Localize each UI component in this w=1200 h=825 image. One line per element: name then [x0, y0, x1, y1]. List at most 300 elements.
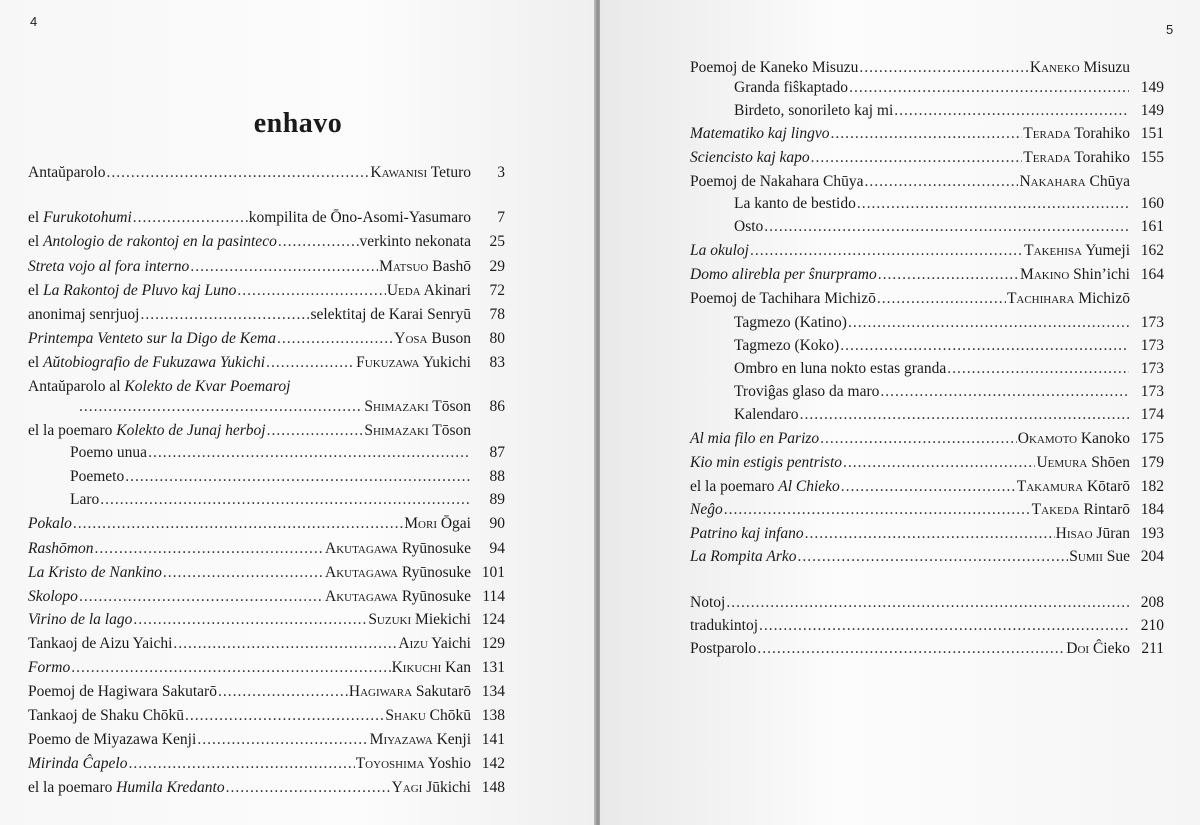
- dot-leader: [73, 514, 403, 534]
- entry-page-number: 78: [489, 306, 505, 323]
- entry-author: [1024, 241, 1130, 261]
- toc-entry: [28, 421, 505, 441]
- entry-author: [360, 232, 471, 252]
- entry-title: [28, 587, 78, 607]
- toc-entry: [690, 148, 1164, 168]
- entry-title-text: tradukintoj: [690, 617, 759, 634]
- dot-leader: [849, 78, 1129, 98]
- author-surname: Takeda: [1031, 501, 1080, 518]
- author-surname: Aizu: [398, 635, 428, 652]
- entry-title: [690, 477, 840, 497]
- entry-page-number: 149: [1140, 79, 1164, 96]
- entry-title-italic: Skolopo: [28, 588, 78, 605]
- toc-entry: [690, 500, 1164, 520]
- toc-entry: [734, 101, 1164, 121]
- author-given-name: Chōkū: [425, 707, 471, 724]
- entry-title: [690, 148, 810, 168]
- entry-title-italic: Kolekto de Junaj herboj: [116, 422, 266, 439]
- entry-page-number: 208: [1140, 594, 1164, 611]
- author-given-name: Tōson: [428, 422, 471, 439]
- toc-entry: [690, 265, 1164, 285]
- entry-page-number: 90: [489, 515, 505, 532]
- left-page: [0, 0, 596, 825]
- author-surname: Shaku: [385, 707, 426, 724]
- toc-entry: [690, 547, 1164, 567]
- entry-author: [1030, 58, 1130, 78]
- entry-page-number: 3: [497, 164, 505, 181]
- author-surname: Kaneko: [1029, 59, 1080, 76]
- author-surname: Terada: [1023, 149, 1071, 166]
- entry-title-italic: Aŭtobiografio de Fukuzawa Yukichi: [43, 354, 266, 371]
- author-given-name: Torahiko: [1070, 125, 1130, 142]
- entry-title-text: Tankaoj de Shaku Chōkū: [28, 707, 185, 724]
- entry-page-number: 162: [1140, 242, 1164, 259]
- entry-author: [1007, 289, 1130, 309]
- entry-title-text: Poemoj de Tachihara Michizō: [690, 290, 876, 307]
- entry-author: [394, 329, 471, 349]
- entry-page-number: 101: [481, 564, 505, 581]
- entry-page-number: 86: [489, 398, 505, 415]
- author-given-name: Chūya: [1085, 173, 1130, 190]
- entry-title: [690, 547, 797, 567]
- dot-leader: [163, 563, 324, 583]
- entry-title-italic: Printempa Venteto sur la Digo de Kema: [28, 330, 276, 347]
- entry-title-text: el: [28, 354, 44, 371]
- author-given-name: Akinari: [420, 282, 471, 299]
- entry-title: [28, 610, 132, 630]
- toc-entry: [70, 490, 505, 510]
- entry-title: [690, 524, 804, 544]
- toc-entry: [28, 539, 505, 559]
- entry-title: [28, 353, 265, 373]
- entry-title: [28, 778, 225, 798]
- entry-author: [1019, 172, 1130, 192]
- dot-leader: [864, 172, 1018, 192]
- author-given-name: Misuzu: [1079, 59, 1130, 76]
- entry-page-number: 87: [489, 444, 505, 461]
- entry-title-italic: La Rompita Arko: [690, 548, 797, 565]
- dot-leader: [759, 616, 1129, 636]
- entry-page-number: 141: [481, 731, 505, 748]
- entry-title: [28, 232, 277, 252]
- author-surname: Hisao: [1055, 525, 1093, 542]
- toc-entry: [28, 682, 505, 702]
- entry-title: [734, 382, 879, 402]
- entry-author: [1036, 453, 1130, 473]
- dot-leader: [128, 754, 354, 774]
- entry-title: [734, 336, 839, 356]
- entry-author: [325, 587, 471, 607]
- entry-title-text: Ombro en luna nokto estas granda: [734, 360, 947, 377]
- toc-entry: [690, 241, 1164, 261]
- author-given-name: Buson: [427, 330, 471, 347]
- author-surname: Takamura: [1016, 478, 1084, 495]
- author-given-name: selektitaj de Karai Senryū: [310, 306, 471, 323]
- author-given-name: Yukichi: [419, 354, 471, 371]
- entry-title-text: anonimaj senrjuoj: [28, 306, 140, 323]
- entry-title-italic: Al mia filo en Parizo: [690, 430, 820, 447]
- entry-title-italic: La okuloj: [690, 242, 749, 259]
- entry-page-number: 173: [1140, 360, 1164, 377]
- entry-page-number: 131: [481, 659, 505, 676]
- dot-leader: [841, 477, 1016, 497]
- author-surname: Hagiwara: [348, 683, 413, 700]
- toc-entry: [28, 281, 505, 301]
- toc-heading: enhavo: [253, 108, 343, 139]
- author-given-name: Ryūnosuke: [397, 588, 471, 605]
- entry-title: [690, 593, 725, 613]
- author-given-name: Jūkichi: [422, 779, 471, 796]
- author-surname: Tachihara: [1006, 290, 1075, 307]
- entry-page-number: 184: [1140, 501, 1164, 518]
- entry-page-number: 94: [489, 540, 505, 557]
- entry-page-number: 173: [1140, 314, 1164, 331]
- entry-title-italic: La Rakontoj de Pluvo kaj Luno: [43, 282, 237, 299]
- author-surname: Makino: [1020, 266, 1070, 283]
- author-given-name: Kenji: [432, 731, 471, 748]
- entry-title-text: Laro: [70, 491, 100, 508]
- dot-leader: [857, 194, 1129, 214]
- entry-page-number: 210: [1140, 617, 1164, 634]
- author-given-name: Yoshio: [424, 755, 471, 772]
- entry-title: [28, 706, 184, 726]
- author-given-name: Teturo: [427, 164, 471, 181]
- entry-title-italic: Kio min estigis pentristo: [690, 454, 842, 471]
- dot-leader: [125, 467, 470, 487]
- entry-page-number: 83: [489, 354, 505, 371]
- toc-entry: [70, 467, 505, 487]
- dot-leader: [878, 265, 1019, 285]
- toc-entry: [734, 194, 1164, 214]
- author-surname: Shimazaki: [364, 398, 429, 415]
- toc-entry: [734, 359, 1164, 379]
- toc-entry: [28, 754, 505, 774]
- entry-title: [28, 634, 172, 654]
- entry-title-text: Granda fiŝkaptado: [734, 79, 849, 96]
- entry-page-number: 179: [1140, 454, 1164, 471]
- entry-author: [1018, 429, 1130, 449]
- entry-title: [690, 500, 723, 520]
- dot-leader: [266, 353, 355, 373]
- entry-title-text: Troviĝas glaso da maro: [734, 383, 880, 400]
- entry-title-text: Notoj: [690, 594, 726, 611]
- toc-entry: [28, 563, 505, 583]
- author-given-name: Miekichi: [411, 611, 471, 628]
- entry-title-text: Birdeto, sonorileto kaj mi: [734, 102, 894, 119]
- entry-title-text: Antaŭparolo: [28, 164, 106, 181]
- entry-title: [28, 305, 140, 325]
- toc-entry: [690, 58, 1164, 78]
- page-number: 4: [30, 14, 38, 29]
- toc-entry: [690, 172, 1164, 192]
- entry-author: [1023, 148, 1130, 168]
- dot-leader: [133, 208, 248, 228]
- author-surname: Miyazawa: [369, 731, 433, 748]
- entry-title: [28, 730, 196, 750]
- entry-title-italic: Streta vojo al fora interno: [28, 258, 190, 275]
- entry-title: [690, 58, 858, 78]
- entry-page-number: 173: [1140, 337, 1164, 354]
- entry-title-italic: Antologio de rakontoj en la pasinteco: [43, 233, 277, 250]
- toc-entry: [690, 616, 1164, 636]
- toc-entry: [28, 730, 505, 750]
- dot-leader: [840, 336, 1129, 356]
- entry-page-number: 25: [489, 233, 505, 250]
- entry-page-number: 89: [489, 491, 505, 508]
- toc-entry: [28, 658, 505, 678]
- toc-entry: [28, 305, 505, 325]
- entry-title-italic: Mirinda Ĉapelo: [28, 755, 128, 772]
- entry-author: [392, 778, 471, 798]
- dot-leader: [757, 639, 1065, 659]
- entry-page-number: 151: [1140, 125, 1164, 142]
- toc-entry: [78, 397, 505, 417]
- dot-leader: [947, 359, 1129, 379]
- entry-page-number: 129: [481, 635, 505, 652]
- toc-entry: [690, 524, 1164, 544]
- entry-page-number: 193: [1140, 525, 1164, 542]
- entry-author: [370, 163, 471, 183]
- dot-leader: [880, 382, 1129, 402]
- author-given-name: Ĉieko: [1089, 640, 1130, 657]
- dot-leader: [859, 58, 1029, 78]
- author-surname: Matsuo: [379, 258, 429, 275]
- entry-title: [28, 208, 132, 228]
- author-surname: Yagi: [391, 779, 423, 796]
- entry-author: [325, 563, 471, 583]
- toc-entry: [28, 208, 505, 228]
- dot-leader: [71, 658, 390, 678]
- dot-leader: [197, 730, 368, 750]
- entry-title-italic: Neĝo: [690, 501, 723, 518]
- entry-title-text: Antaŭparolo al: [28, 378, 125, 395]
- page-number: 5: [1166, 22, 1174, 37]
- author-surname: Mori: [404, 515, 437, 532]
- entry-title-italic: Humila Kredanto: [116, 779, 225, 796]
- entry-title-text: el la poemaro: [28, 779, 117, 796]
- author-given-name: Shin’ichi: [1069, 266, 1130, 283]
- toc-entry: [690, 639, 1164, 659]
- author-given-name: Rintarō: [1079, 501, 1130, 518]
- entry-page-number: 164: [1140, 266, 1164, 283]
- author-given-name: kompilita de Ōno-Asomi-Yasumaro: [248, 209, 471, 226]
- toc-entry: [28, 232, 505, 252]
- dot-leader: [800, 405, 1129, 425]
- dot-leader: [894, 101, 1129, 121]
- entry-title: [734, 101, 893, 121]
- author-given-name: verkinto nekonata: [359, 233, 471, 250]
- author-surname: Akutagawa: [325, 540, 398, 557]
- entry-author: [385, 706, 471, 726]
- entry-title-text: el: [28, 209, 44, 226]
- dot-leader: [185, 706, 384, 726]
- dot-leader: [218, 682, 348, 702]
- toc-entry: [28, 634, 505, 654]
- entry-page-number: 175: [1140, 430, 1164, 447]
- dot-leader: [798, 547, 1069, 567]
- entry-page-number: 142: [481, 755, 505, 772]
- entry-author: [1023, 124, 1130, 144]
- entry-title: [28, 163, 105, 183]
- entry-title: [690, 453, 842, 473]
- entry-author: [1056, 524, 1130, 544]
- author-surname: Nakahara: [1019, 173, 1086, 190]
- entry-title: [690, 639, 756, 659]
- author-surname: Fukuzawa: [356, 354, 420, 371]
- entry-author: [325, 539, 471, 559]
- entry-title-italic: Rashōmon: [28, 540, 94, 557]
- entry-author: [370, 730, 471, 750]
- entry-title: [734, 217, 763, 237]
- entry-title: [690, 265, 877, 285]
- entry-title-text: el la poemaro: [690, 478, 779, 495]
- toc-entry: [690, 289, 1164, 309]
- dot-leader: [133, 610, 367, 630]
- author-given-name: Ryūnosuke: [397, 540, 471, 557]
- entry-page-number: 174: [1140, 406, 1164, 423]
- author-surname: Akutagawa: [325, 564, 398, 581]
- entry-author: [356, 353, 471, 373]
- entry-page-number: 114: [482, 588, 505, 605]
- author-surname: Uemura: [1036, 454, 1088, 471]
- toc-entry: [690, 593, 1164, 613]
- entry-author: [249, 208, 471, 228]
- toc-entry: [734, 405, 1164, 425]
- entry-title-italic: Patrino kaj infano: [690, 525, 804, 542]
- author-given-name: Tōson: [428, 398, 471, 415]
- dot-leader: [805, 524, 1055, 544]
- author-given-name: Ōgai: [436, 515, 471, 532]
- entry-author: [392, 658, 471, 678]
- entry-title-italic: Al Chieko: [778, 478, 840, 495]
- entry-title-italic: Formo: [28, 659, 71, 676]
- author-surname: Shimazaki: [364, 422, 429, 439]
- dot-leader: [750, 241, 1023, 261]
- toc-entry: [28, 329, 505, 349]
- dot-leader: [190, 257, 378, 277]
- entry-title: [28, 281, 236, 301]
- toc-entry: [690, 477, 1164, 497]
- entry-author: [364, 397, 471, 417]
- entry-title-text: Poemo de Miyazawa Kenji: [28, 731, 197, 748]
- entry-title-italic: La Kristo de Nankino: [28, 564, 162, 581]
- toc-entry: [70, 443, 505, 463]
- entry-title: [690, 172, 863, 192]
- entry-author: [1017, 477, 1130, 497]
- entry-title: [70, 467, 124, 487]
- entry-page-number: 134: [481, 683, 505, 700]
- author-surname: Ueda: [386, 282, 421, 299]
- entry-title: [28, 539, 93, 559]
- entry-title: [690, 429, 819, 449]
- author-surname: Kawanisi: [370, 164, 428, 181]
- entry-title-italic: Matematiko kaj lingvo: [690, 125, 830, 142]
- dot-leader: [848, 313, 1129, 333]
- entry-title: [734, 194, 856, 214]
- author-given-name: Sue: [1102, 548, 1130, 565]
- entry-title-text: Poemo unua: [70, 444, 148, 461]
- entry-author: [349, 682, 471, 702]
- entry-author: [398, 634, 471, 654]
- entry-title-text: el la poemaro: [28, 422, 117, 439]
- entry-title: [70, 490, 99, 510]
- entry-title-text: Tankaoj de Aizu Yaichi: [28, 635, 173, 652]
- entry-title-text: Tagmezo (Katino): [734, 314, 847, 331]
- entry-title-text: Poemoj de Kaneko Misuzu: [690, 59, 859, 76]
- entry-title-text: Osto: [734, 218, 764, 235]
- toc-entry: [690, 453, 1164, 473]
- entry-title-text: Postparolo: [690, 640, 757, 657]
- author-given-name: Ryūnosuke: [397, 564, 471, 581]
- author-given-name: Yumeji: [1081, 242, 1130, 259]
- author-given-name: Jūran: [1092, 525, 1130, 542]
- entry-page-number: 204: [1140, 548, 1164, 565]
- entry-title-text: Poemoj de Hagiwara Sakutarō: [28, 683, 217, 700]
- entry-page-number: 88: [489, 468, 505, 485]
- author-surname: Yosa: [394, 330, 428, 347]
- entry-page-number: 149: [1140, 102, 1164, 119]
- toc-entry: [690, 124, 1164, 144]
- entry-page-number: 29: [489, 258, 505, 275]
- dot-leader: [820, 429, 1017, 449]
- entry-title-text: Kalendaro: [734, 406, 799, 423]
- author-surname: Okamoto: [1017, 430, 1078, 447]
- entry-author: [387, 281, 471, 301]
- entry-title: [734, 405, 799, 425]
- author-surname: Doi: [1066, 640, 1090, 657]
- author-given-name: Michizō: [1074, 290, 1130, 307]
- dot-leader: [148, 443, 470, 463]
- entry-author: [368, 610, 471, 630]
- dot-leader: [267, 421, 364, 441]
- dot-leader: [726, 593, 1129, 613]
- entry-title-text: La kanto de bestido: [734, 195, 856, 212]
- entry-page-number: 160: [1140, 195, 1164, 212]
- dot-leader: [764, 217, 1129, 237]
- entry-page-number: 173: [1140, 383, 1164, 400]
- entry-title-text: el: [28, 233, 44, 250]
- entry-author: [1069, 547, 1130, 567]
- toc-entry: [28, 610, 505, 630]
- toc-entry: [28, 163, 505, 183]
- entry-page-number: 148: [481, 779, 505, 796]
- toc-entry: [734, 336, 1164, 356]
- author-surname: Suzuki: [368, 611, 412, 628]
- toc-entry: [28, 257, 505, 277]
- toc-entry: [734, 217, 1164, 237]
- entry-page-number: 182: [1140, 478, 1164, 495]
- entry-title-italic: Virino de la lago: [28, 611, 133, 628]
- entry-title: [28, 754, 127, 774]
- toc-entry: [690, 429, 1164, 449]
- entry-page-number: 124: [481, 611, 505, 628]
- entry-title-italic: Kolekto de Kvar Poemaroj: [124, 378, 291, 395]
- entry-title: [28, 421, 266, 441]
- entry-title-text: Poemeto: [70, 468, 125, 485]
- entry-title: [28, 563, 162, 583]
- dot-leader: [106, 163, 369, 183]
- entry-author: [364, 421, 471, 441]
- author-given-name: Kōtarō: [1083, 478, 1130, 495]
- entry-title: [734, 359, 946, 379]
- entry-title: [690, 616, 758, 636]
- dot-leader: [100, 490, 470, 510]
- entry-author: [404, 514, 471, 534]
- entry-author: [1020, 265, 1130, 285]
- entry-page-number: 80: [489, 330, 505, 347]
- entry-author: [1066, 639, 1130, 659]
- entry-title: [28, 658, 70, 678]
